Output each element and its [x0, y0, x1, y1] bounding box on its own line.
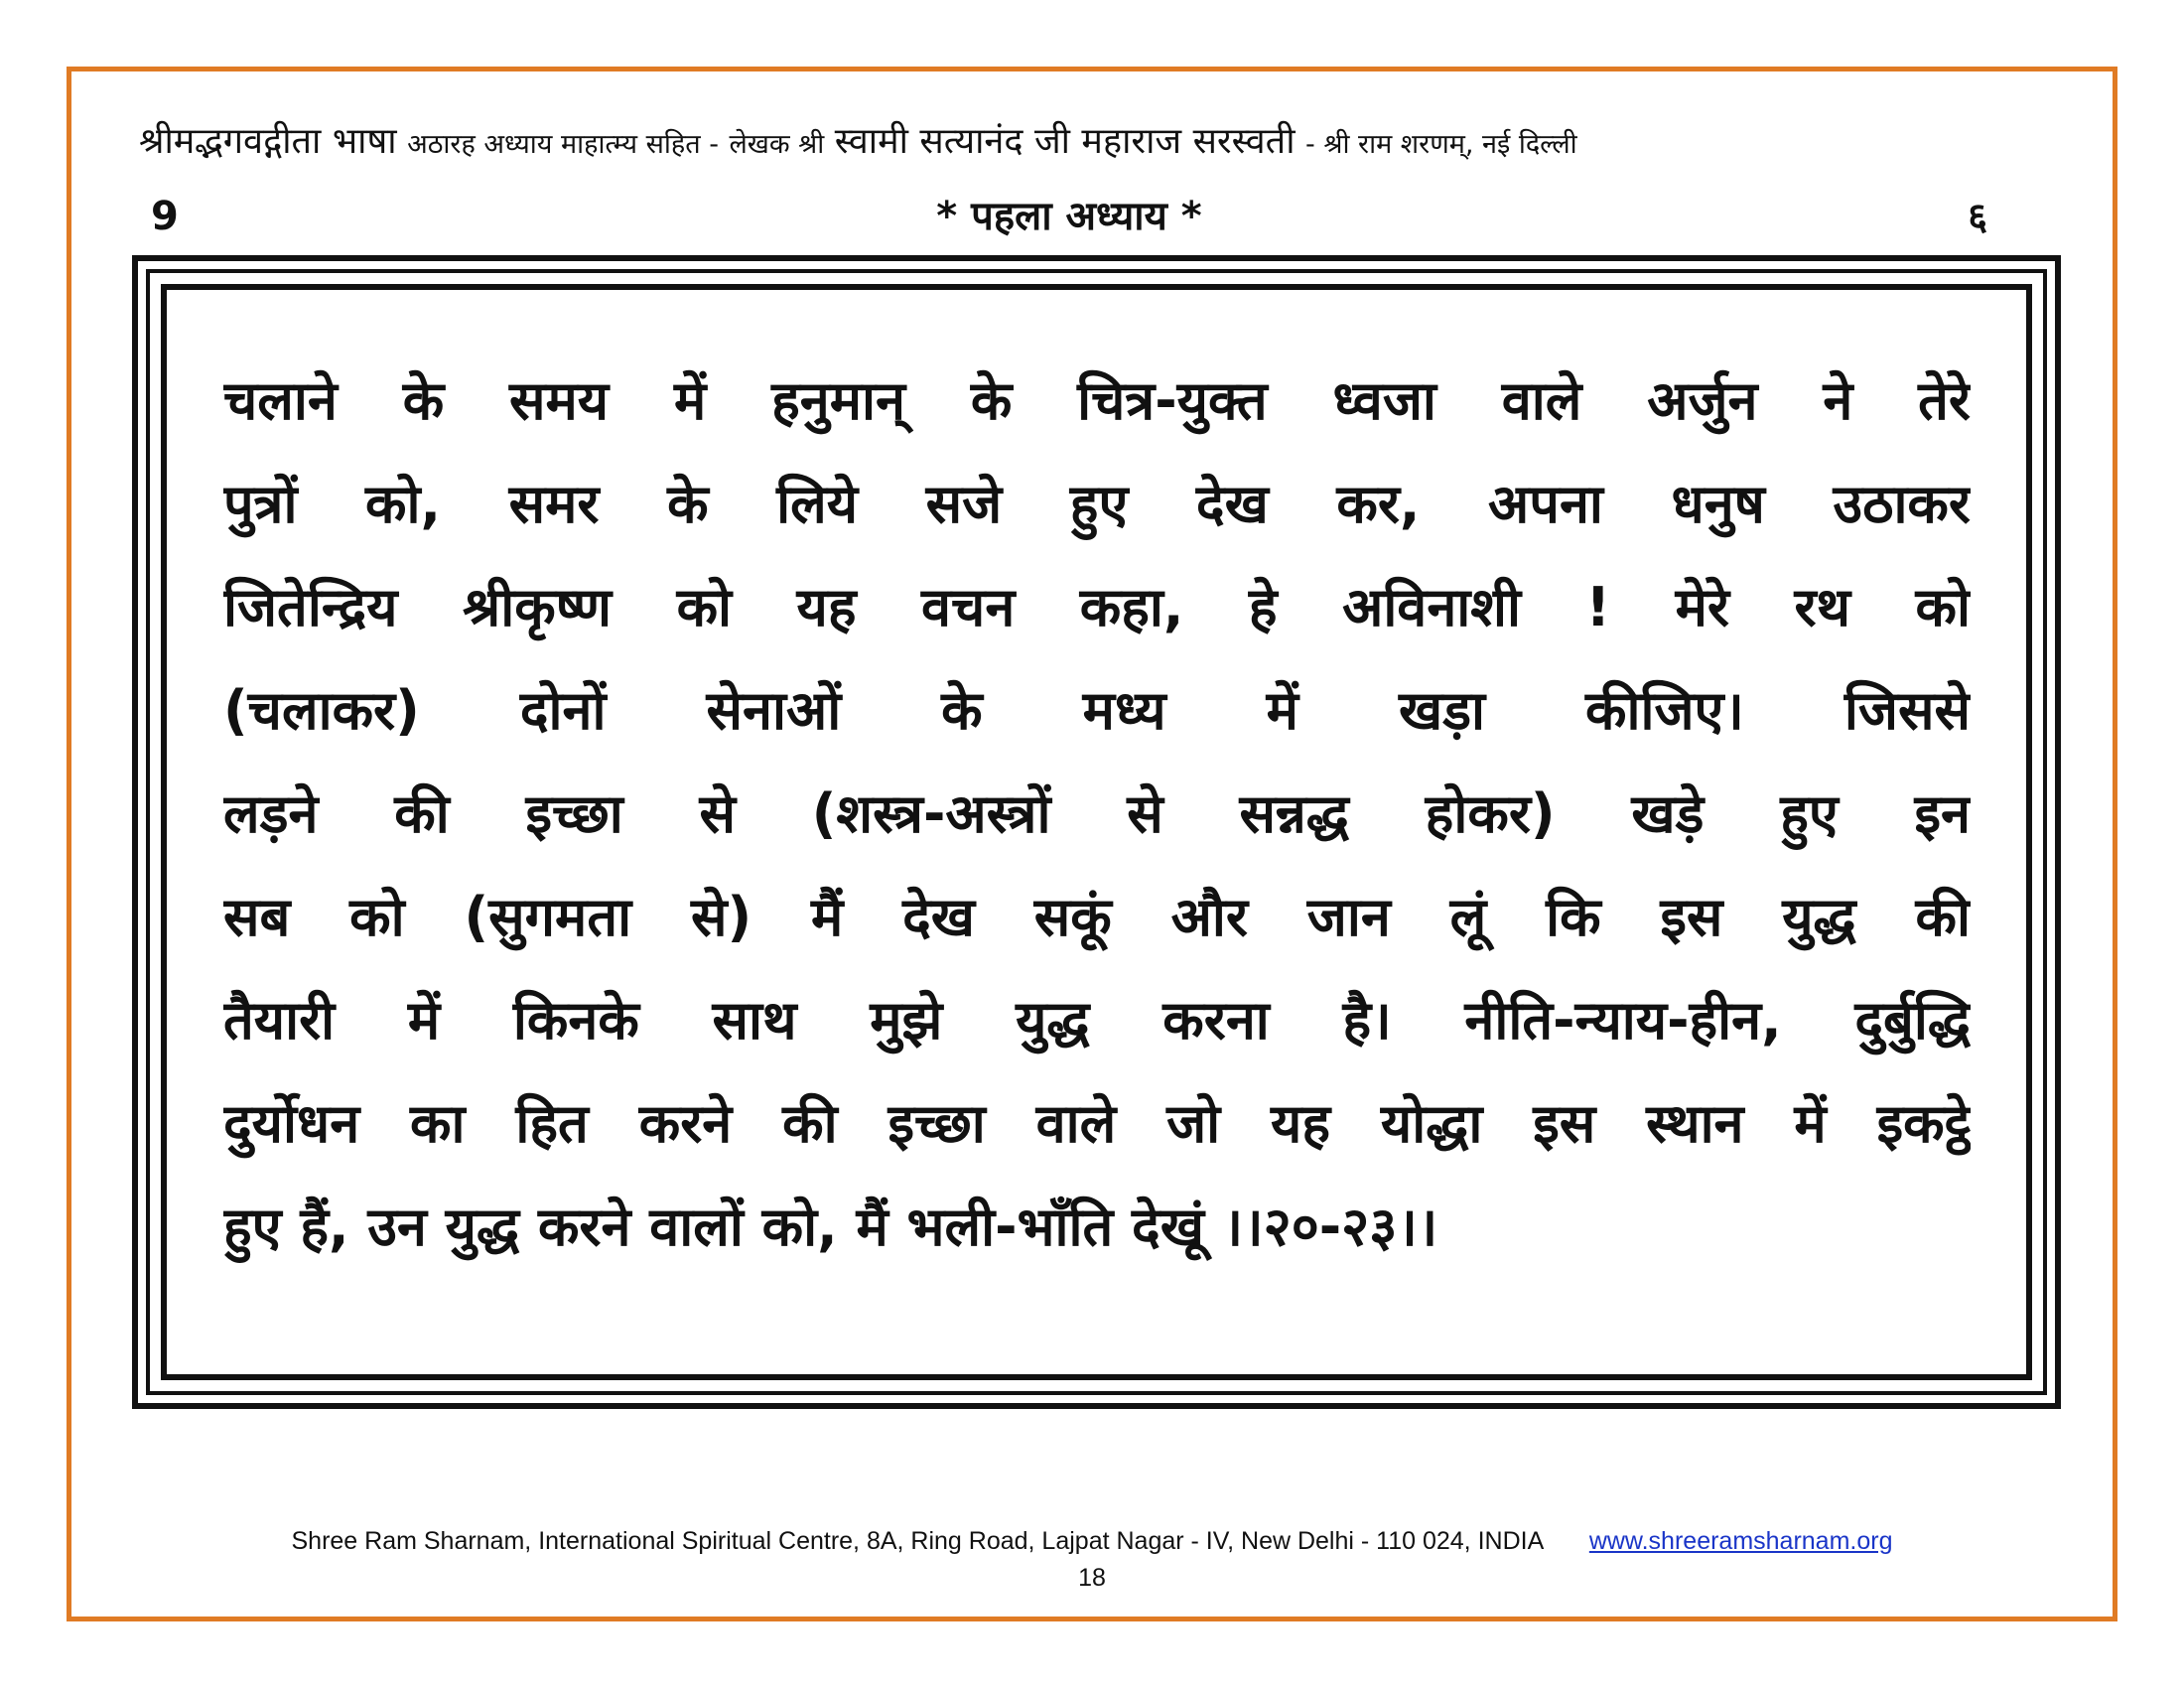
verse-line: दुर्योधन का हित करने की इच्छा वाले जो यह योद्धा इस स्थान में इकट्ठे [223, 1092, 1971, 1155]
page-number-left: 9 [151, 194, 179, 239]
book-title: श्रीमद्भगवद्गीता भाषा [139, 121, 397, 162]
verse-line: (चलाकर) दोनों सेनाओं के मध्य में खड़ा कीजिए। जिससे [223, 679, 1971, 742]
footer-address-line [0, 1524, 2184, 1558]
footer-page-number: 18 [1078, 1564, 1106, 1592]
verse-line: पुत्रों को, समर के लिये सजे हुए देख कर, अपना धनुष उठाकर [223, 473, 1971, 535]
author-prefix: लेखक श्री [729, 129, 825, 160]
publisher-name: - श्री राम शरणम्, नई दिल्ली [1305, 129, 1577, 160]
verse-line: लड़ने की इच्छा से (शस्त्र-अस्त्रों से सन्नद्ध होकर) खड़े हुए इन [223, 782, 1971, 845]
verse-line: चलाने के समय में हनुमान् के चित्र-युक्त ध्वजा वाले अर्जुन ने तेरे [223, 369, 1971, 432]
author-name: स्वामी सत्यानंद जी महाराज सरस्वती [834, 121, 1296, 162]
verse-line: हुए हैं, उन युद्ध करने वालों को, मैं भली-भाँति देखूं ।।२०-२३।। [223, 1196, 1438, 1258]
chapter-heading: * पहला अध्याय * [936, 194, 1202, 239]
verse-line: सब को (सुगमता से) मैं देख सकूं और जान लूं कि इस युद्ध की [223, 886, 1971, 948]
book-subtitle: अठारह अध्याय माहात्म्य सहित - [407, 129, 719, 160]
page-number-row [151, 187, 1987, 246]
verse-line: जितेन्द्रिय श्रीकृष्ण को यह वचन कहा, हे अविनाशी ! मेरे रथ को [223, 576, 1971, 638]
website-link[interactable]: www.shreeramsharnam.org [1588, 1527, 1893, 1555]
verse-text [223, 350, 1971, 1279]
page-number-right: ६ [1968, 195, 1987, 238]
verse-line: तैयारी में किनके साथ मुझे युद्ध करना है। नीति-न्याय-हीन, दुर्बुद्धि [223, 989, 1971, 1052]
footer-address: Shree Ram Sharnam, International Spiritual Centre, 8A, Ring Road, Lajpat Nagar - IV, New Delhi - 110 024, INDIA [291, 1527, 1543, 1555]
book-header [139, 117, 2055, 170]
